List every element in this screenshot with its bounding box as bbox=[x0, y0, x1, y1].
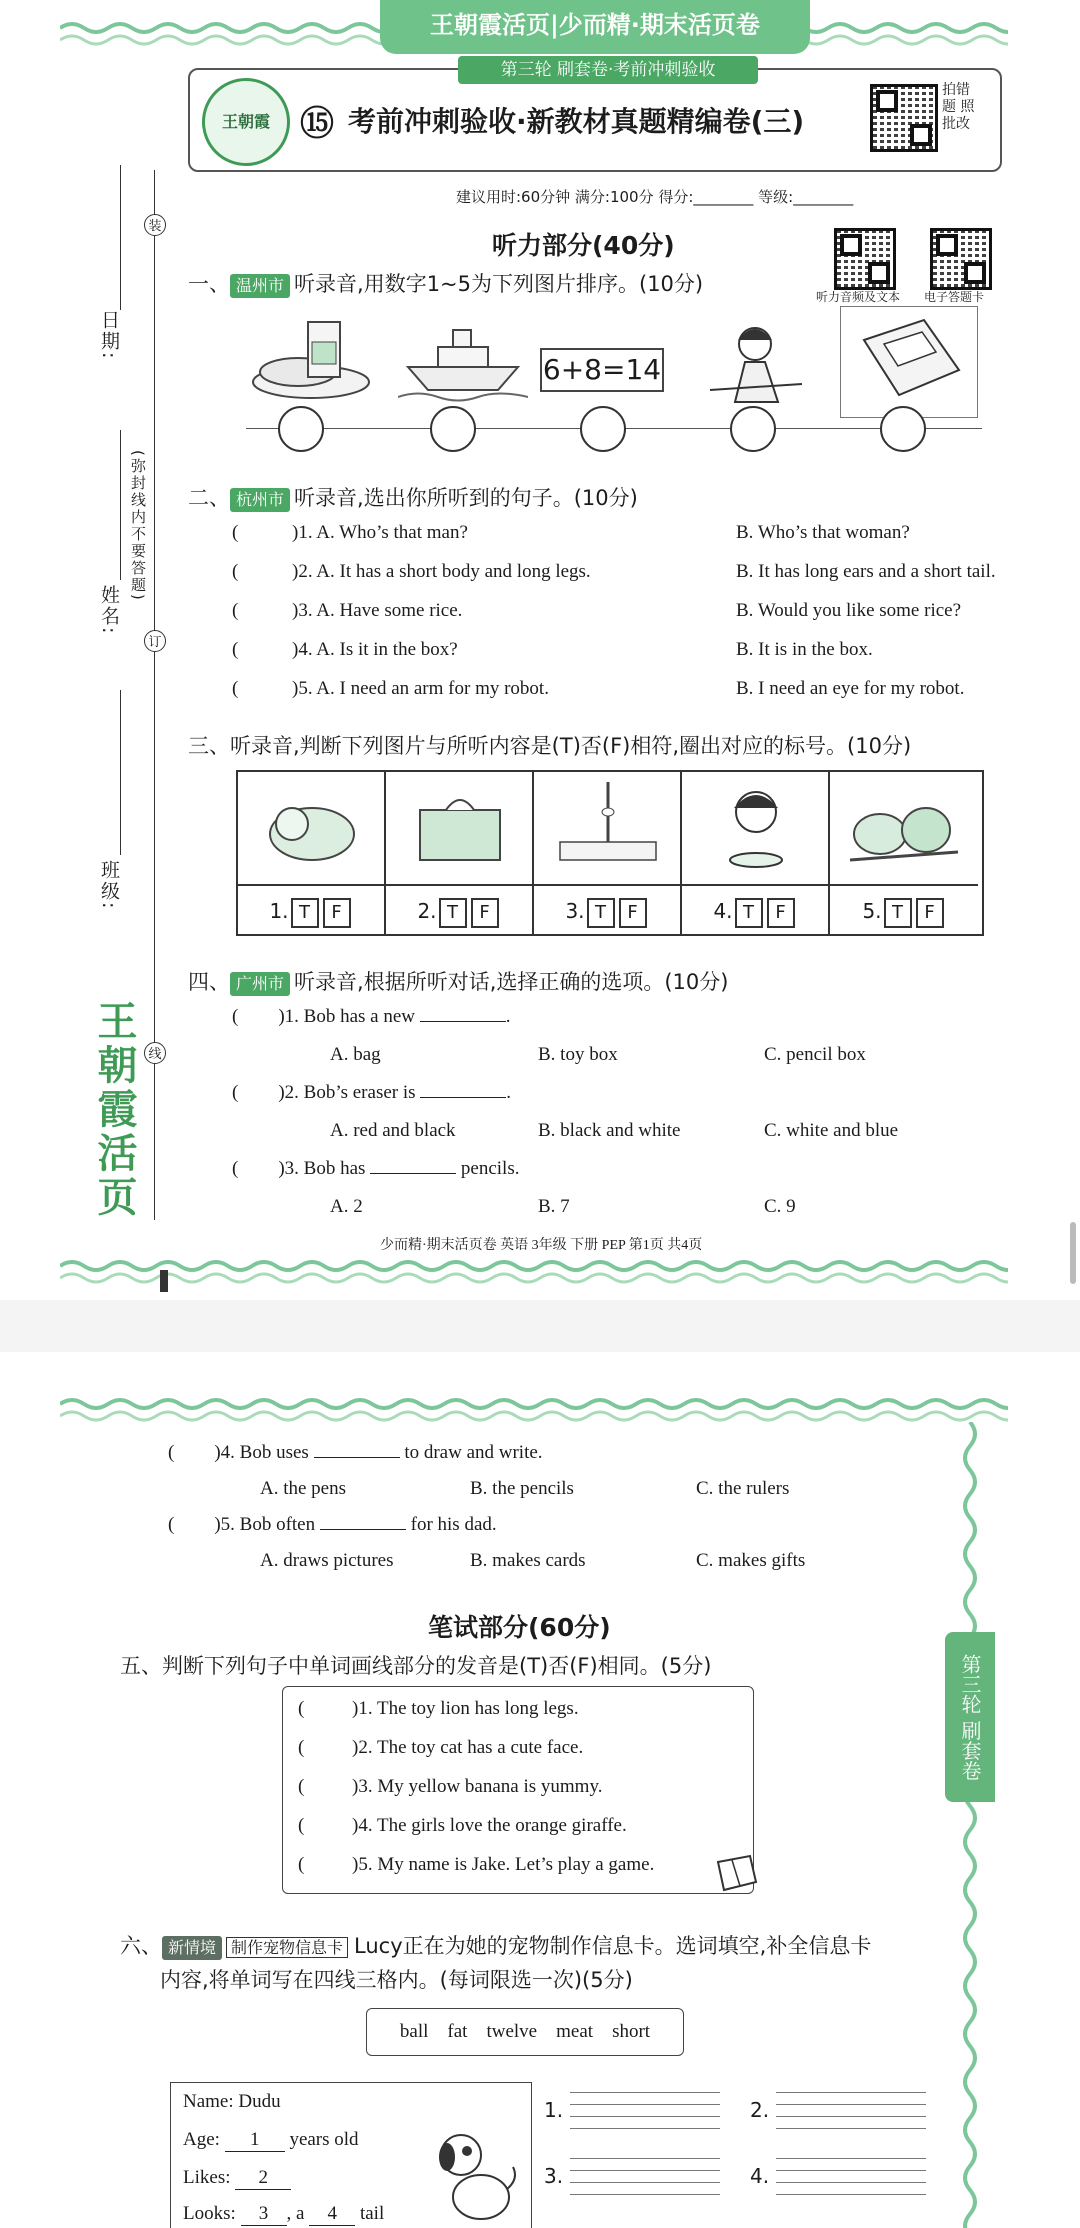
answer-circle-5[interactable] bbox=[880, 406, 926, 452]
answer-label-4: 4. bbox=[750, 2164, 770, 2188]
s4-q5: ( )5. Bob often for his dad. bbox=[168, 1514, 497, 1535]
s4-q3-blank[interactable] bbox=[370, 1173, 456, 1174]
card-likes: Likes: 2 bbox=[183, 2167, 291, 2190]
city-tag-wenzhou: 温州市 bbox=[230, 274, 290, 298]
tf-answer-5: 5. T F bbox=[830, 884, 978, 936]
city-tower-icon bbox=[534, 772, 682, 882]
s5-q5-paren: ( bbox=[298, 1854, 305, 1875]
tag-pet-card: 制作宠物信息卡 bbox=[226, 1937, 348, 1958]
card-name: Name: Dudu bbox=[183, 2091, 281, 2112]
s2-q5-b: B. I need an eye for my robot. bbox=[736, 678, 965, 699]
cat-icon bbox=[238, 772, 386, 882]
section6-text-line2: 内容,将单词写在四线三格内。(每词限选一次)(5分) bbox=[160, 1968, 633, 1992]
s4-q3-b: B. 7 bbox=[538, 1196, 570, 1217]
page-gap bbox=[0, 1300, 1080, 1352]
word-fat: fat bbox=[447, 2021, 468, 2042]
city-tag-guangzhou: 广州市 bbox=[230, 972, 290, 996]
s4-q1-blank[interactable] bbox=[420, 1021, 506, 1022]
date-line bbox=[120, 165, 121, 310]
word-ball: ball bbox=[399, 2021, 429, 2042]
s4-q4-blank[interactable] bbox=[314, 1457, 400, 1458]
s2-q3-paren: ( bbox=[232, 600, 239, 621]
brand-bar: 王朝霞活页|少而精·期末活页卷 bbox=[380, 0, 810, 54]
section3-num: 三、 bbox=[188, 734, 230, 758]
s2-q4-paren: ( bbox=[232, 639, 239, 660]
date-label: 日期: bbox=[98, 310, 120, 361]
section6-num: 六、 bbox=[120, 1934, 162, 1958]
page-1 bbox=[60, 0, 1008, 1300]
tf-cell-2 bbox=[386, 772, 534, 934]
girl-eating-icon bbox=[682, 772, 830, 882]
page1-corner-mark bbox=[160, 1270, 168, 1292]
dog-icon bbox=[421, 2123, 521, 2227]
tf-answer-3: 3. T F bbox=[534, 884, 680, 936]
milk-bread-icon bbox=[246, 312, 376, 412]
s4-q3: ( )3. Bob has pencils. bbox=[232, 1158, 520, 1179]
tf-f-4[interactable]: F bbox=[767, 898, 795, 928]
word-bank bbox=[366, 2008, 684, 2056]
section2-text: 听录音,选出你所听到的句子。(10分) bbox=[294, 486, 638, 510]
tf-cell-1 bbox=[238, 772, 386, 934]
section4-title bbox=[188, 966, 728, 996]
tf-f-5[interactable]: F bbox=[916, 898, 944, 928]
s4-q2: ( )2. Bob’s eraser is . bbox=[232, 1082, 512, 1103]
tf-answer-2: 2. T F bbox=[386, 884, 532, 936]
s5-q5: )5. My name is Jake. Let’s play a game. bbox=[352, 1854, 655, 1875]
page2-top-wave bbox=[60, 1392, 1008, 1426]
section5-text: 判断下列句子中单词画线部分的发音是(T)否(F)相同。(5分) bbox=[162, 1654, 712, 1678]
section3-title bbox=[188, 730, 911, 760]
s2-q4-b: B. It is in the box. bbox=[736, 639, 873, 660]
s2-q2-paren: ( bbox=[232, 561, 239, 582]
tf-t-5[interactable]: T bbox=[884, 898, 912, 928]
section6-title bbox=[120, 1930, 871, 1960]
answer-circle-2[interactable] bbox=[430, 406, 476, 452]
s5-q4: )4. The girls love the orange giraffe. bbox=[352, 1815, 627, 1836]
tf-table bbox=[236, 770, 984, 936]
tf-answer-4: 4. T F bbox=[682, 884, 828, 936]
card-looks: Looks: 3 , a 4 tail bbox=[183, 2203, 385, 2224]
tf-t-3[interactable]: T bbox=[587, 898, 615, 928]
tag-new-context: 新情境 bbox=[162, 1936, 222, 1960]
s4-q5-c: C. makes gifts bbox=[696, 1550, 806, 1571]
section1-title bbox=[188, 268, 703, 298]
s4-q4-a: A. the pens bbox=[260, 1478, 347, 1499]
bottom-wave-border bbox=[60, 1254, 1008, 1288]
s4-q4: ( )4. Bob uses to draw and write. bbox=[168, 1442, 543, 1463]
answer-circle-3[interactable] bbox=[580, 406, 626, 452]
section4-num: 四、 bbox=[188, 970, 230, 994]
s4-q5-b: B. makes cards bbox=[470, 1550, 586, 1571]
brand-logo: 王朝霞 bbox=[202, 78, 290, 166]
pencil-eraser-icon bbox=[712, 1852, 762, 1896]
class-label: 班级: bbox=[98, 860, 120, 911]
meta-line: 建议用时:60分钟 满分:100分 得分:________ 等级:________ bbox=[456, 188, 854, 206]
s4-q4-c: C. the rulers bbox=[696, 1478, 790, 1499]
side-tab: 第三轮 刷套卷 bbox=[945, 1632, 995, 1802]
card-age-blank[interactable]: 1 bbox=[225, 2129, 285, 2152]
class-line bbox=[120, 690, 121, 855]
s4-q1: ( )1. Bob has a new . bbox=[232, 1006, 511, 1027]
qr-audio-icon bbox=[834, 228, 896, 290]
tf-f-3[interactable]: F bbox=[619, 898, 647, 928]
equation-box bbox=[540, 348, 664, 392]
section1-text: 听录音,用数字1~5为下列图片排序。(10分) bbox=[294, 272, 704, 296]
section6-text-line1: Lucy正在为她的宠物制作信息卡。选词填空,补全信息卡 bbox=[354, 1934, 872, 1958]
s4-q2-blank[interactable] bbox=[420, 1097, 506, 1098]
vegetables-icon bbox=[830, 772, 978, 882]
tf-t-2[interactable]: T bbox=[439, 898, 467, 928]
s5-q1-paren: ( bbox=[298, 1698, 305, 1719]
four-line-1[interactable] bbox=[570, 2092, 720, 2130]
page1-footer: 少而精·期末活页卷 英语 3年级 下册 PEP 第1页 共4页 bbox=[380, 1238, 703, 1253]
s5-q3-paren: ( bbox=[298, 1776, 305, 1797]
section2-num: 二、 bbox=[188, 486, 230, 510]
s2-q3-b: B. Would you like some rice? bbox=[736, 600, 962, 621]
listening-heading: 听力部分(40分) bbox=[492, 231, 675, 260]
s4-q1-c: C. pencil box bbox=[764, 1044, 866, 1065]
answer-circle-4[interactable] bbox=[730, 406, 776, 452]
answer-label-1: 1. bbox=[544, 2098, 564, 2122]
pet-card bbox=[170, 2082, 532, 2228]
tf-f-2[interactable]: F bbox=[471, 898, 499, 928]
section5-title bbox=[120, 1650, 711, 1680]
tf-cell-5 bbox=[830, 772, 978, 934]
seal-mark-3: 线 bbox=[144, 1042, 166, 1064]
equation-text: 6+8=14 bbox=[542, 353, 662, 386]
s2-q4-a: )4. A. Is it in the box? bbox=[292, 639, 458, 660]
seal-mark-2: 订 bbox=[144, 630, 166, 652]
qr-code-icon bbox=[870, 84, 938, 152]
s4-q2-c: C. white and blue bbox=[764, 1120, 899, 1141]
s2-q2-a: )2. A. It has a short body and long legs. bbox=[292, 561, 591, 582]
boat-icon bbox=[398, 312, 528, 412]
qr-label-audio: 听力音频及文本 bbox=[816, 290, 901, 304]
section4-text: 听录音,根据所听对话,选择正确的选项。(10分) bbox=[294, 970, 729, 994]
four-line-3[interactable] bbox=[570, 2158, 720, 2196]
brand-vertical: 王朝霞活页 bbox=[91, 1000, 137, 1220]
card-looks-blank2[interactable]: 4 bbox=[309, 2203, 355, 2226]
writing-heading: 笔试部分(60分) bbox=[428, 1613, 611, 1642]
book-icon bbox=[844, 310, 974, 410]
word-short: short bbox=[612, 2021, 651, 2042]
girl-drawing-icon bbox=[690, 312, 820, 412]
page2-right-wave bbox=[950, 1422, 990, 2228]
s2-q5-a: )5. A. I need an arm for my robot. bbox=[292, 678, 549, 699]
s4-q1-a: A. bag bbox=[330, 1044, 381, 1065]
tf-f-1[interactable]: F bbox=[323, 898, 351, 928]
round-tag: 第三轮 刷套卷·考前冲刺验收 bbox=[458, 56, 758, 84]
answer-label-2: 2. bbox=[750, 2098, 770, 2122]
section2-title bbox=[188, 482, 638, 512]
s2-q3-a: )3. A. Have some rice. bbox=[292, 600, 463, 621]
s4-q5-blank[interactable] bbox=[320, 1529, 406, 1530]
word-twelve: twelve bbox=[486, 2021, 538, 2042]
s4-q1-b: B. toy box bbox=[538, 1044, 618, 1065]
card-likes-blank[interactable]: 2 bbox=[235, 2167, 291, 2190]
s2-q2-b: B. It has long ears and a short tail. bbox=[736, 561, 996, 582]
header-box bbox=[188, 60, 1002, 172]
s4-q3-c: C. 9 bbox=[764, 1196, 796, 1217]
s2-q5-paren: ( bbox=[232, 678, 239, 699]
seal-mark-1: 装 bbox=[144, 214, 166, 236]
seal-note: (弥封线内不要答题) bbox=[129, 450, 147, 602]
paper-number: ⑮ bbox=[300, 104, 334, 144]
s2-q1-paren: ( bbox=[232, 522, 239, 543]
tf-cell-4 bbox=[682, 772, 830, 934]
tf-t-1[interactable]: T bbox=[291, 898, 319, 928]
s4-q3-a: A. 2 bbox=[330, 1196, 363, 1217]
tf-t-4[interactable]: T bbox=[735, 898, 763, 928]
s4-q5-a: A. draws pictures bbox=[260, 1550, 394, 1571]
s5-q2: )2. The toy cat has a cute face. bbox=[352, 1737, 584, 1758]
s2-q1-b: B. Who’s that woman? bbox=[736, 522, 910, 543]
answer-circle-1[interactable] bbox=[278, 406, 324, 452]
page-2 bbox=[60, 1352, 1008, 2228]
s5-q2-paren: ( bbox=[298, 1737, 305, 1758]
s5-q3: )3. My yellow banana is yummy. bbox=[352, 1776, 603, 1797]
tf-answer-1: 1. T F bbox=[238, 884, 384, 936]
four-line-4[interactable] bbox=[776, 2158, 926, 2196]
s4-q2-a: A. red and black bbox=[330, 1120, 456, 1141]
qr-side-text: 拍错题 照批改 bbox=[942, 82, 975, 132]
answer-label-3: 3. bbox=[544, 2164, 564, 2188]
s4-q4-b: B. the pencils bbox=[470, 1478, 574, 1499]
paper-title: 考前冲刺验收·新教材真题精编卷(三) bbox=[348, 105, 805, 138]
name-label: 姓名: bbox=[98, 585, 120, 636]
name-line bbox=[120, 430, 121, 580]
section3-text: 听录音,判断下列图片与所听内容是(T)否(F)相符,圈出对应的标号。(10分) bbox=[230, 734, 912, 758]
s4-q2-b: B. black and white bbox=[538, 1120, 681, 1141]
four-line-2[interactable] bbox=[776, 2092, 926, 2130]
section5-num: 五、 bbox=[120, 1654, 162, 1678]
card-looks-blank1[interactable]: 3 bbox=[241, 2203, 287, 2226]
qr-answer-card-icon bbox=[930, 228, 992, 290]
city-tag-hangzhou: 杭州市 bbox=[230, 488, 290, 512]
card-age: Age: 1 years old bbox=[183, 2129, 359, 2150]
scrollbar-thumb[interactable] bbox=[1070, 1222, 1076, 1284]
s5-q1: )1. The toy lion has long legs. bbox=[352, 1698, 579, 1719]
s5-q4-paren: ( bbox=[298, 1815, 305, 1836]
word-meat: meat bbox=[556, 2021, 594, 2042]
qr-label-card: 电子答题卡 bbox=[924, 290, 985, 304]
section1-num: 一、 bbox=[188, 272, 230, 296]
tissue-box-icon bbox=[386, 772, 534, 882]
tf-cell-3 bbox=[534, 772, 682, 934]
s2-q1-a: )1. A. Who’s that man? bbox=[292, 522, 468, 543]
